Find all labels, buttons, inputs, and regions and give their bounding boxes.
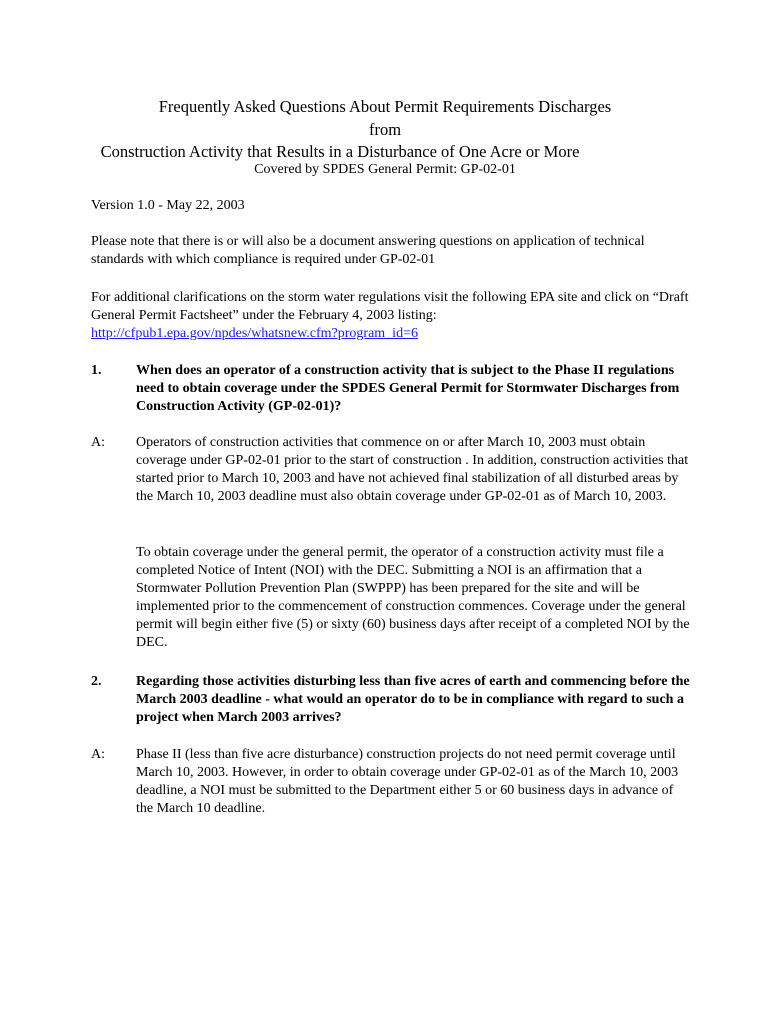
answer-text: Operators of construction activities that commence on or after March 10, 2003 must obtain coverage under GP-02-01 prior to the start of construction . In addition, construction activities that started prior to March 10, 2003 and have not achieved final stabilization of all disturbed areas by the March 10, 2003 deadline must also obtain coverage under GP-02-01 as of March 10, 2003. — [136, 435, 689, 504]
epa-clarification-paragraph — [91, 289, 691, 343]
technical-standards-note: Please note that there is or will also be a document answering questions on application of technical standards with which compliance is required under GP-02-01 — [91, 234, 645, 267]
question-number: 1. — [91, 363, 102, 378]
faq-answer-1-continued: To obtain coverage under the general permit, the operator of a construction activity must file a completed Notice of Intent (NOI) with the DEC. Submitting a NOI is an affirmation that a Stormwater Pollution Prevention Plan (SWPPP) has been prepared for the site and will be implemented prior to the commencement of construction commences. Coverage under the general permit will begin either five (5) or sixty (60) business days after receipt of a completed NOI by the DEC. — [136, 545, 690, 650]
answer-text: Phase II (less than five acre disturbance) construction projects do not need permit coverage until March 10, 2003. However, in order to obtain coverage under GP-02-01 as of the March 10, 2003 deadline, a NOI must be submitted to the Department either 5 or 60 business days in advance of the March 10 deadline. — [136, 747, 679, 816]
document-title-line-3: Construction Activity that Results in a Disturbance of One Acre or More — [100, 142, 580, 161]
version-line: Version 1.0 - May 22, 2003 — [91, 198, 245, 213]
question-number: 2. — [91, 674, 102, 689]
document-title-line-2: from — [368, 120, 402, 139]
question-text: When does an operator of a construction activity that is subject to the Phase II regulations need to obtain coverage under the SPDES General Permit for Stormwater Discharges from Construction Activity (GP-02-01)? — [136, 363, 680, 414]
answer-label: A: — [91, 747, 105, 762]
document-subtitle: Covered by SPDES General Permit: GP-02-01 — [254, 162, 516, 177]
answer-label: A: — [91, 435, 105, 450]
epa-whatsnew-link[interactable]: http://cfpub1.epa.gov/npdes/whatsnew.cfm?program_id=6 — [91, 326, 418, 341]
epa-clarification-text: For additional clarifications on the storm water regulations visit the following EPA site and click on “Draft General Permit Factsheet” under the February 4, 2003 listing: — [91, 290, 689, 323]
document-title-line-1: Frequently Asked Questions About Permit Requirements Discharges — [158, 97, 612, 116]
question-text: Regarding those activities disturbing less than five acres of earth and commencing before the March 2003 deadline - what would an operator do to be in compliance with regard to such a project when March 2003 arrives? — [136, 674, 690, 725]
